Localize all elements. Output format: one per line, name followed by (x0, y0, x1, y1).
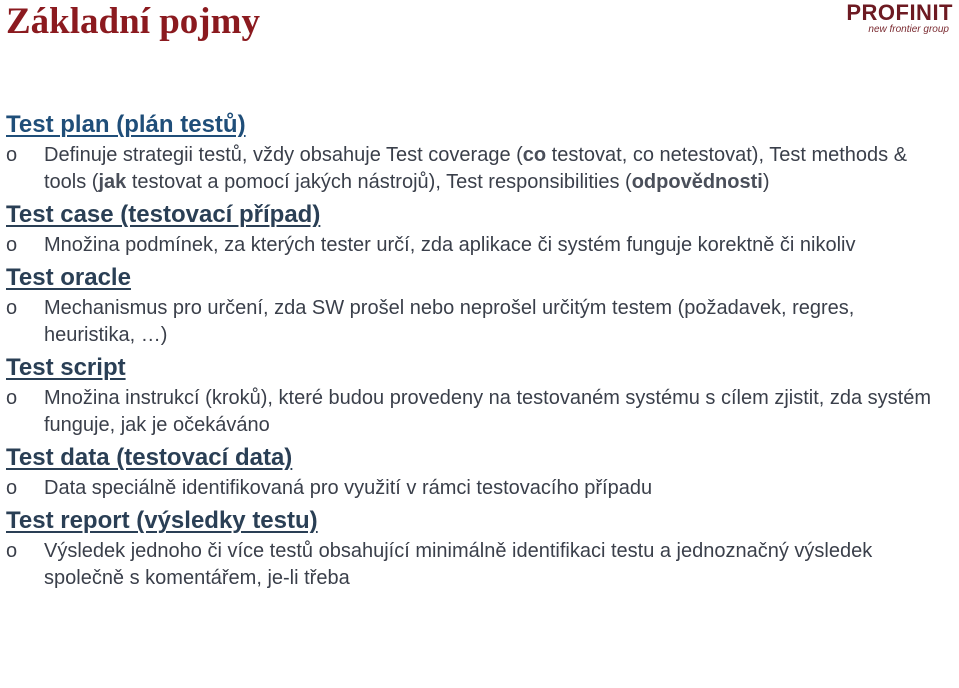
section-test-data (6, 441, 951, 502)
bullet-text: Výsledek jednoho či více testů obsahující minimálně identifikaci testu a jednoznačný výsledek společně s komentářem, je-li třeba (44, 540, 873, 589)
section-heading: Test script (6, 354, 126, 381)
bullet-marker: o (6, 144, 18, 166)
section-heading: Test case (testovací případ) (6, 201, 321, 228)
bullet-text: Množina instrukcí (kroků), které budou provedeny na testovaném systému s cílem zjistit, zda systém funguje, jak je očekáváno (44, 387, 932, 436)
bullet-marker: o (6, 540, 18, 562)
logo-wordmark: PROFINIT (846, 0, 953, 25)
profinit-logo (823, 2, 953, 36)
section-heading: Test oracle (6, 264, 131, 291)
bullet-marker: o (6, 477, 18, 499)
list-item (6, 295, 951, 349)
section-heading: Test data (testovací data) (6, 444, 293, 471)
section-test-report (6, 504, 951, 592)
list-item (6, 538, 951, 592)
section-heading: Test plan (plán testů) (6, 111, 246, 138)
list-item (6, 385, 951, 439)
section-test-plan (6, 108, 951, 196)
logo-tagline: new frontier group (868, 24, 949, 35)
section-test-oracle (6, 261, 951, 349)
section-test-script (6, 351, 951, 439)
section-test-case (6, 198, 951, 259)
list-item (6, 232, 951, 259)
bullet-text: Data speciálně identifikovaná pro využití v rámci testovacího případu (44, 477, 653, 499)
bullet-text: Definuje strategii testů, vždy obsahuje Test coverage (co testovat, co netestovat), Test methods & tools (jak testovat a pomocí jakých nástrojů), Test responsibilities (odpovědnosti) (44, 144, 908, 193)
bullet-text: Množina podmínek, za kterých tester určí, zda aplikace či systém funguje korektně či nikoliv (44, 234, 856, 256)
list-item (6, 475, 951, 502)
emphasis-odpovednosti: odpovědnosti (631, 171, 763, 193)
bullet-text: Mechanismus pro určení, zda SW prošel nebo neprošel určitým testem (požadavek, regres, heuristika, …) (44, 297, 855, 346)
bullet-marker: o (6, 297, 18, 319)
bullet-marker: o (6, 387, 18, 409)
list-item (6, 142, 951, 196)
slide-content (6, 108, 951, 594)
emphasis-co: co (522, 144, 547, 166)
section-heading: Test report (výsledky testu) (6, 507, 318, 534)
emphasis-jak: jak (98, 171, 127, 193)
bullet-marker: o (6, 234, 18, 256)
page-title: Základní pojmy (6, 1, 260, 42)
